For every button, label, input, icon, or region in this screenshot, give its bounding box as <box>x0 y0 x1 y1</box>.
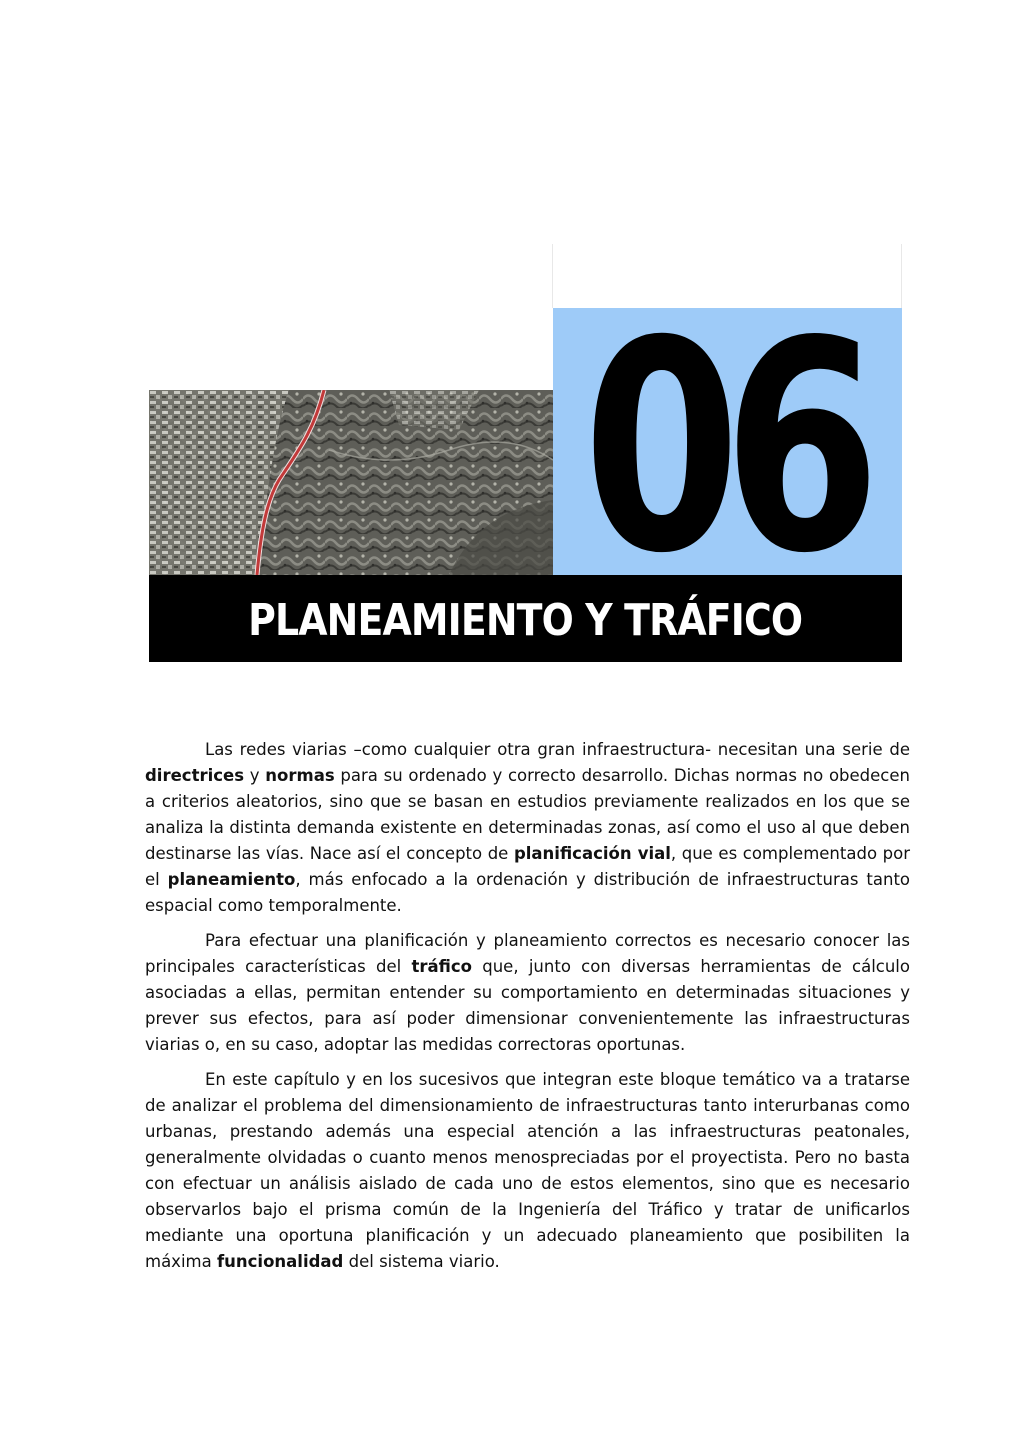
paragraph-1 <box>145 737 910 919</box>
bold-term: directrices <box>145 766 245 785</box>
text-run: En este capítulo y en los sucesivos que integran este bloque temático va a tratarse de analizar el problema del dimensionamiento de infraestructuras tanto interurbanas como urbanas, prestando además una especial atención a las infraestructuras peatonales, generalmente olvidadas o cuanto menos menospreciadas por el proyectista. Pero no basta con efectuar un análisis aislado de cada uno de estos elementos, sino que es necesario observarlos bajo el prisma común de la Ingeniería del Tráfico y tratar de unificarlos mediante una oportuna planificación y un adecuado planeamiento que posibiliten la máxima <box>145 1070 910 1271</box>
text-run: , más enfocado a la ordenación y distribución de infraestructuras tanto espacial como temporalmente. <box>145 870 911 915</box>
bold-term: normas <box>265 766 335 785</box>
bold-term: planificación vial <box>513 844 671 863</box>
text-run: del sistema viario. <box>343 1252 500 1271</box>
paragraph-3 <box>145 1067 910 1275</box>
chapter-number: 06 <box>583 308 864 575</box>
chapter-number-panel <box>553 308 902 575</box>
header-frame-line <box>552 244 902 308</box>
bold-term: tráfico <box>411 957 472 976</box>
text-run: que, junto con diversas herramientas de cálculo asociadas a ellas, permitan entender su comportamiento en determinadas situaciones y prever sus efectos, para así poder dimensionar convenientemente las infraestructuras viarias o, en su caso, adoptar las medidas correctoras oportunas. <box>145 957 910 1054</box>
chapter-header <box>149 244 902 662</box>
bold-term: funcionalidad <box>216 1252 344 1271</box>
text-run: para su ordenado y correcto desarrollo. Dichas normas no obedecen a criterios aleatorios, sino que se basan en estudios previamente realizados en los que se analiza la distinta demanda existente en determinadas zonas, así como el uso al que deben destinarse las vías. Nace así el concepto de <box>145 766 910 863</box>
chapter-title-bar <box>149 575 902 662</box>
aerial-photo <box>149 390 553 575</box>
body-text <box>145 737 910 1284</box>
text-run: Las redes viarias –como cualquier otra gran infraestructura- necesitan una serie de <box>205 740 910 759</box>
chapter-title: PLANEAMIENTO Y TRÁFICO <box>248 595 803 646</box>
paragraph-2 <box>145 928 910 1058</box>
text-run: y <box>244 766 266 785</box>
text-run: Para efectuar una planificación y planeamiento correctos es necesario conocer las principales características del <box>145 931 910 976</box>
bold-term: planeamiento <box>167 870 296 889</box>
text-run: , que es complementado por el <box>145 844 910 889</box>
